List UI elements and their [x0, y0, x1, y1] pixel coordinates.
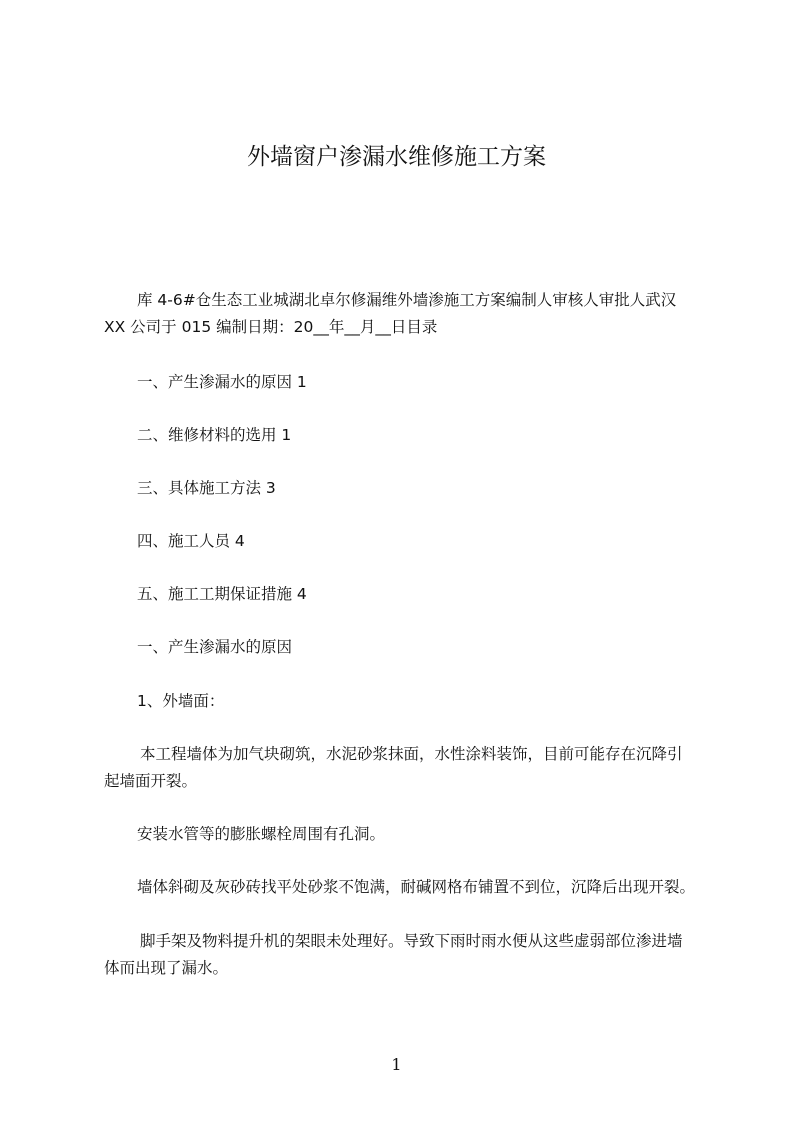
page-number: 1: [391, 1055, 402, 1074]
intro-line-2: XX 公司于 015 编制日期：20__年__月__日目录: [104, 318, 438, 336]
toc-entry: 一、产生渗漏水的原因 1: [137, 373, 307, 391]
section-heading: 一、产生渗漏水的原因: [137, 638, 293, 656]
paragraph-line: 起墙面开裂。: [104, 772, 198, 790]
paragraph-line: 体而出现了漏水。: [104, 959, 229, 977]
paragraph-line: 本工程墙体为加气块砌筑，水泥砂浆抹面，水性涂料装饰，目前可能存在沉降引: [140, 745, 683, 763]
paragraph-line: 安装水管等的膨胀螺栓周围有孔洞。: [137, 825, 386, 843]
intro-line-1: 库 4-6#仓生态工业城湖北卓尔修漏维外墙渗施工方案编制人审核人审批人武汉: [137, 291, 677, 309]
toc-entry: 五、施工工期保证措施 4: [137, 585, 307, 603]
paragraph-line: 脚手架及物料提升机的架眼未处理好。导致下雨时雨水便从这些虚弱部位渗进墙: [140, 932, 683, 950]
toc-entry: 二、维修材料的选用 1: [137, 426, 292, 444]
document-title: 外墙窗户渗漏水维修施工方案: [247, 144, 546, 170]
paragraph-line: 墙体斜砌及灰砂砖找平处砂浆不饱满，耐碱网格布铺置不到位，沉降后出现开裂。: [137, 878, 696, 896]
subsection-heading: 1、外墙面：: [137, 692, 225, 710]
toc-entry: 三、具体施工方法 3: [137, 479, 276, 497]
toc-entry: 四、施工人员 4: [137, 532, 245, 550]
